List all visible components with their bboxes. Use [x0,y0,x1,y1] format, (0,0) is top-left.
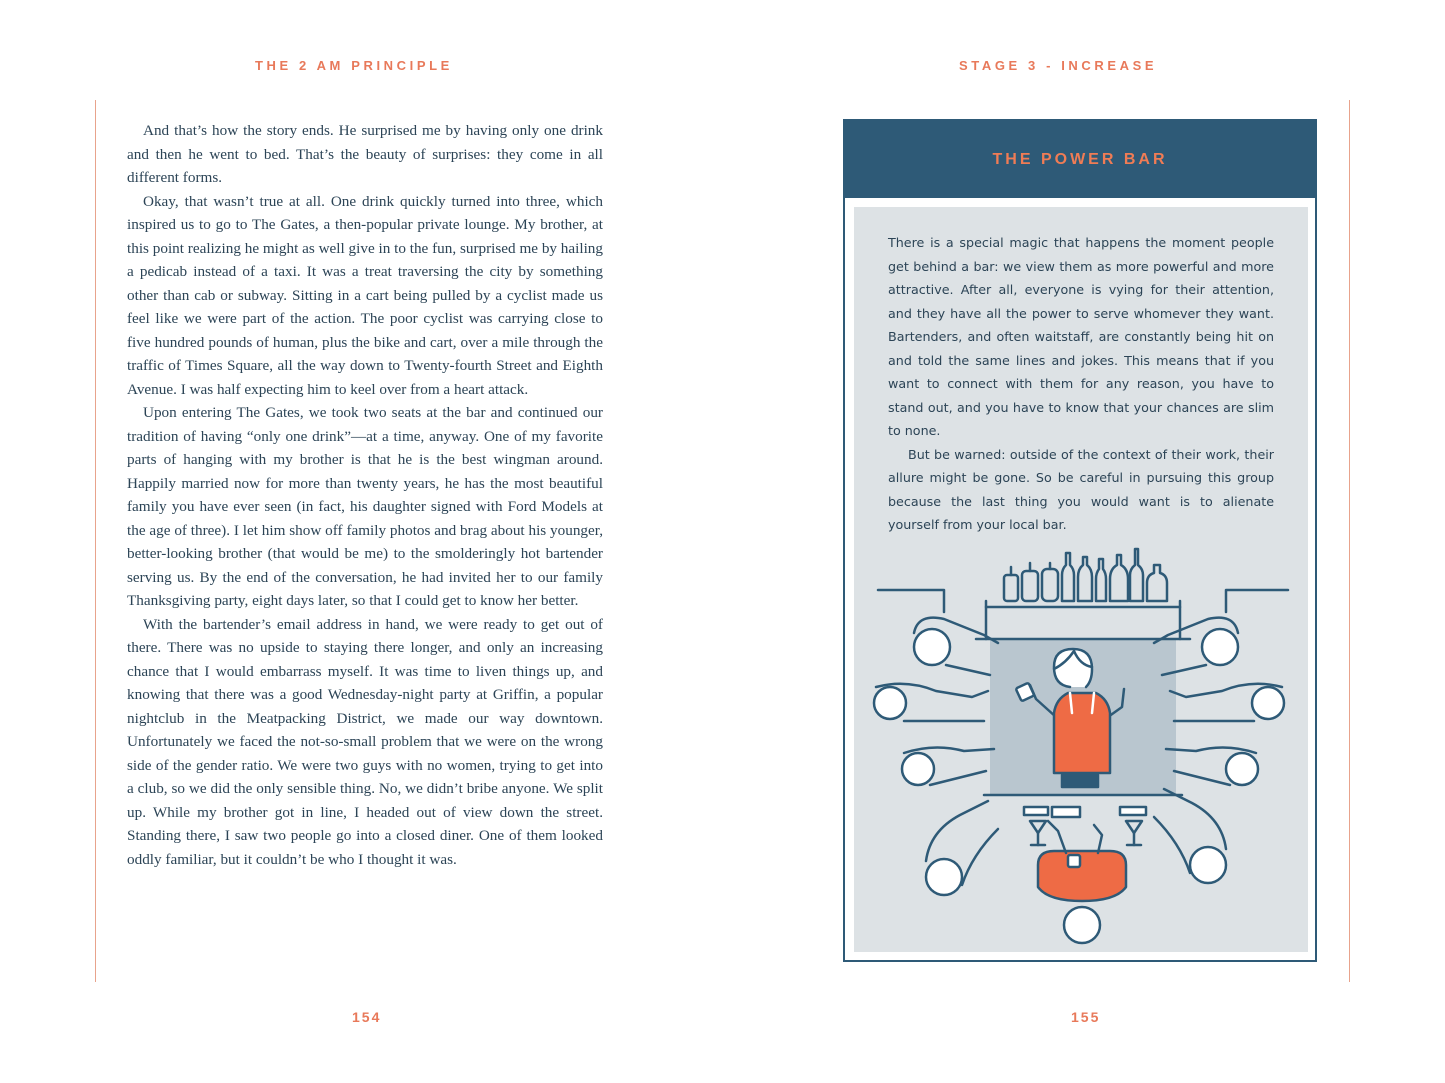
paragraph: Upon entering The Gates, we took two seats at the bar and continued our tradition of having “only one drink”—at a time, anyway. One of my favorite parts of hanging with my brother is that he is the best wingman around. Happily married now for more than twenty years, he has the most beautiful family you have ever seen (in fact, his daughter signed with Ford Models at the age of three). I let him show off family photos and brag about his younger, better-looking brother (that would be me) to the smolderingly hot bartender serving us. By the end of the conversation, he had invited her to our family Thanksgiving party, eight days later, so that I could get to know her better. [127,404,603,609]
paragraph: Okay, that wasn’t true at all. One drink quickly turned into three, which inspired us to go to The Gates, a then-popular private lounge. My brother, at this point realizing he might as well give in to the fun, surprised me by hailing a pedicab instead of a taxi. It was a treat traversing the city by something other than cab or subway. Sitting in a cart being pulled by a cyclist made us feel like we were part of the action. The poor cyclist was carrying close to five hundred pounds of human, plus the bike and cart, over a mile through the traffic of Times Square, all the way down to Twenty-fourth Street and Eighth Avenue. I was half expecting him to keel over from a heart attack. [127,192,603,398]
left-page [0,0,722,1083]
page-number-left: 154 [352,1009,382,1025]
sidebar-header [845,121,1315,198]
bottle-shelf-icon [986,549,1180,639]
margin-rule-right [1349,100,1350,982]
sidebar-paragraph: But be warned: outside of the context of their work, their allure might be gone. So be careful in pursuing this group because the last thing you would want is to alienate yourself from your local bar. [888,446,1274,532]
bar-illustration [868,545,1294,950]
customer-left-figures [874,618,998,895]
page-number-right: 155 [1071,1009,1101,1025]
running-head-right: STAGE 3 - INCREASE [959,58,1158,73]
sidebar-text [888,231,1274,537]
paragraph: With the bartender’s email address in hand, we were ready to get out of there. There was no upside to staying there longer, and only an increasing chance that I would embarrass myself. It was time to liven things up, and knowing that there was a good Wednesday-night party at Griffin, a popular nightclub in the Meatpacking District, we made our way downtown. Unfortunately we faced the not-so-small problem that we were on the wrong side of the gender ratio. We were two guys with no women, trying to get into a club, so we did the only sensible thing. No, we didn’t bribe anyone. We split up. While my brother got in line, I headed out of view down the street. Standing there, I saw two people go into a closed diner. One of them looked oddly familiar, but it couldn’t be who I thought it was. [127,615,603,868]
sidebar-title: THE POWER BAR [992,150,1168,168]
paragraph: And that’s how the story ends. He surprised me by having only one drink and then he went to bed. That’s the beauty of surprises: they come in all different forms. [127,122,603,186]
customer-bottom-figure [1038,821,1126,943]
body-text [127,119,603,871]
margin-rule-left [95,100,96,982]
cocktail-glass-icon [1024,807,1146,845]
sidebar-paragraph: There is a special magic that happens the moment people get behind a bar: we view them as more powerful and more attractive. After all, everyone is vying for their attention, and they have all the power to serve whomever they want. Bartenders, and often waitstaff, are constantly being hit on and told the same lines and jokes. This means that if you want to connect with them for any reason, you have to stand out, and you have to know that your chances are slim to none. [888,235,1274,438]
running-head-left: THE 2 AM PRINCIPLE [255,58,453,73]
